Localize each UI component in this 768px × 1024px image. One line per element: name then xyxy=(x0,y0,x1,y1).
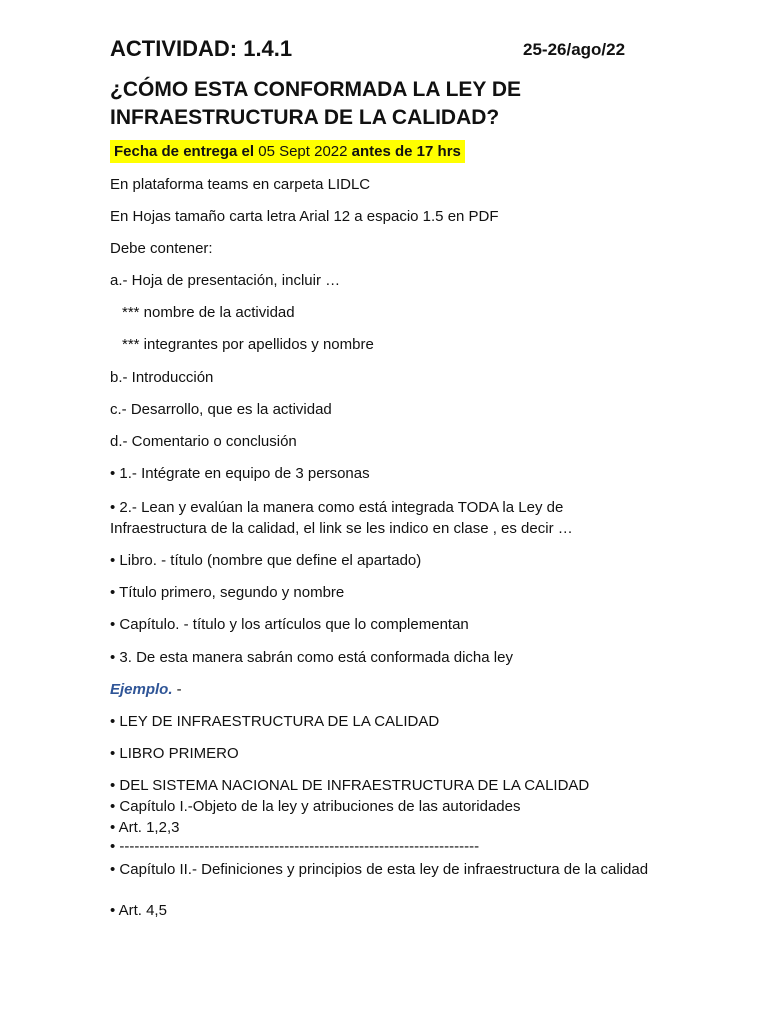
must-contain-line: Debe contener: xyxy=(110,240,213,257)
item-a-sub1: *** nombre de la actividad xyxy=(122,304,295,321)
item-d: d.- Comentario o conclusión xyxy=(110,433,297,450)
example-ley: • LEY DE INFRAESTRUCTURA DE LA CALIDAD xyxy=(110,713,440,730)
bullet-titulo: • Título primero, segundo y nombre xyxy=(110,584,345,601)
example-sistema: • DEL SISTEMA NACIONAL DE INFRAESTRUCTURA DE LA CALIDAD xyxy=(110,777,590,794)
example-cap2: • Capítulo II.- Definiciones y principios de esta ley de infraestructura de la calidad xyxy=(110,861,649,878)
example-label: Ejemplo. xyxy=(110,681,173,698)
deadline-highlight xyxy=(110,140,465,163)
bullet-capitulo: • Capítulo. - título y los artículos que lo complementan xyxy=(110,616,469,633)
platform-line: En plataforma teams en carpeta LIDLC xyxy=(110,176,371,193)
format-line: En Hojas tamaño carta letra Arial 12 a espacio 1.5 en PDF xyxy=(110,208,499,225)
activity-date: 25-26/ago/22 xyxy=(523,40,626,59)
bullet-3: • 3. De esta manera sabrán como está conformada dicha ley xyxy=(110,649,513,666)
deadline-suffix: antes de 17 hrs xyxy=(347,143,461,160)
deadline-prefix: Fecha de entrega el xyxy=(114,143,259,160)
bullet-libro: • Libro. - título (nombre que define el apartado) xyxy=(110,552,422,569)
activity-title: ACTIVIDAD: 1.4.1 xyxy=(110,36,293,61)
item-b: b.- Introducción xyxy=(110,369,214,386)
bullet-2: • 2.- Lean y evalúan la manera como está integrada TODA la Ley de Infraestructura de la calidad, el link se les indico en clase , es decir … xyxy=(110,499,573,537)
main-question: ¿CÓMO ESTA CONFORMADA LA LEY DE INFRAESTRUCTURA DE LA CALIDAD? xyxy=(110,78,522,129)
example-art2: • Art. 4,5 xyxy=(110,902,167,919)
item-c: c.- Desarrollo, que es la actividad xyxy=(110,401,332,418)
bullet-1: • 1.- Intégrate en equipo de 3 personas xyxy=(110,465,370,482)
item-a: a.- Hoja de presentación, incluir … xyxy=(110,272,341,289)
example-cap1: • Capítulo I.-Objeto de la ley y atribuciones de las autoridades xyxy=(110,798,521,815)
example-heading xyxy=(110,681,182,698)
deadline-line xyxy=(110,143,465,160)
example-tail: - xyxy=(172,681,182,698)
example-divider: • ------------------------------------------------------------------------ xyxy=(110,838,480,855)
deadline-date: 05 Sept 2022 xyxy=(258,143,348,160)
example-libro: • LIBRO PRIMERO xyxy=(110,745,239,762)
example-art1: • Art. 1,2,3 xyxy=(110,819,180,836)
item-a-sub2: *** integrantes por apellidos y nombre xyxy=(122,336,374,353)
